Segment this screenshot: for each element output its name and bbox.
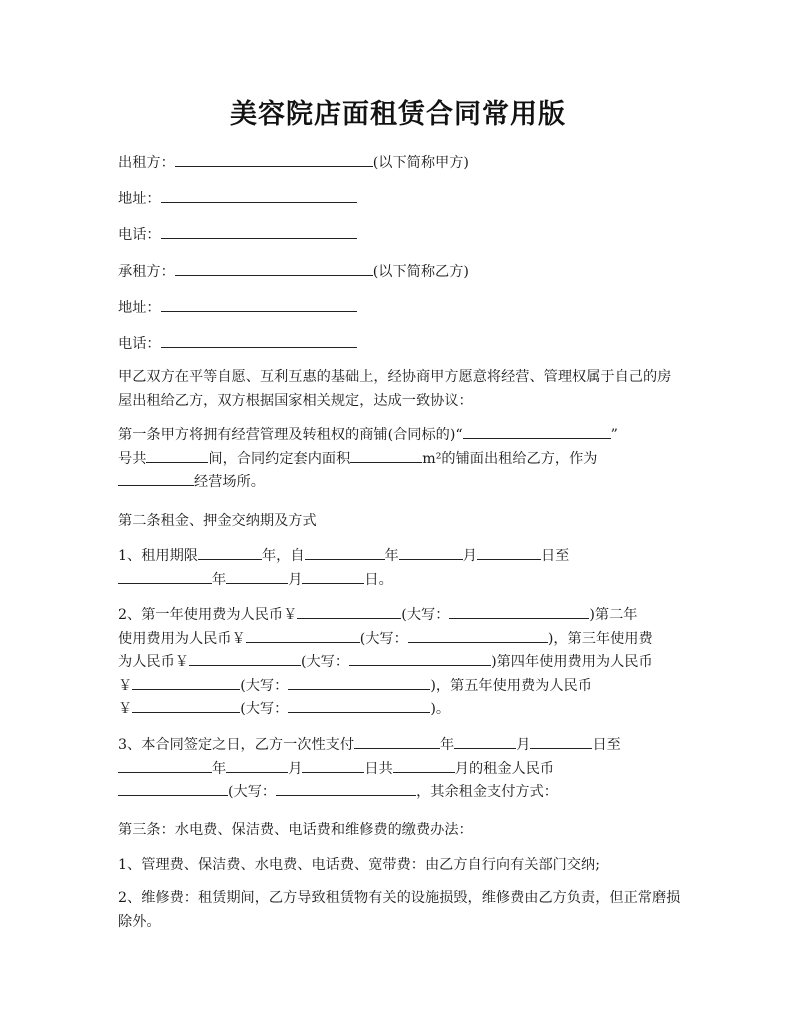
text-span: 为人民币￥	[118, 654, 189, 670]
text-span: 年	[212, 760, 227, 777]
address-label: 地址：	[118, 300, 161, 316]
text-span: 月	[288, 571, 303, 588]
text-span: 年	[384, 548, 399, 564]
end-month-blank[interactable]	[226, 569, 288, 584]
year4-words-blank[interactable]	[288, 675, 430, 690]
months-count-blank[interactable]	[393, 758, 455, 773]
text-span: (大写：	[359, 630, 408, 647]
year3-amount-blank[interactable]	[189, 651, 301, 666]
text-span: 号共	[118, 450, 147, 467]
year1-amount-blank[interactable]	[297, 604, 401, 619]
lessee-blank[interactable]	[175, 261, 373, 276]
start-day-blank[interactable]	[477, 545, 541, 560]
text-span: )第四年使用费用为人民币	[491, 654, 653, 670]
text-span: )，第三年使用费	[547, 630, 653, 647]
year2-words-blank[interactable]	[408, 628, 548, 643]
year1-words-blank[interactable]	[449, 604, 589, 619]
text-span: ￥	[118, 677, 133, 694]
text-span: 使用费用为人民币￥	[118, 630, 246, 647]
text-span: (大写：	[228, 784, 277, 800]
address-label: 地址：	[118, 191, 161, 207]
year5-words-blank[interactable]	[288, 698, 430, 713]
lessee-address-line	[118, 297, 357, 317]
text-span: 1、租用期限	[118, 548, 198, 564]
article-3-1: 1、管理费、保洁费、水电费、电话费、宽带费：由乙方自行向有关部门交纳;	[118, 857, 600, 873]
text-span: 日至	[540, 548, 570, 564]
text-span: (大写：	[300, 654, 350, 670]
paid-words-blank[interactable]	[276, 781, 416, 796]
paid-end-year-blank[interactable]	[118, 758, 212, 773]
lessor-line	[118, 152, 469, 172]
lessee-phone-line	[118, 333, 357, 353]
text-span: 年，自	[261, 548, 305, 564]
paid-start-day-blank[interactable]	[530, 734, 592, 749]
lessor-label: 出租方：	[118, 155, 175, 171]
paid-end-day-blank[interactable]	[302, 758, 364, 773]
intro-paragraph: 甲乙双方在平等自愿、互利互惠的基础上，经协商甲方愿意将经营、管理权属于自己的房屋出租给乙方，双方根据国家相关规定，达成一致协议：	[118, 369, 672, 409]
text-span: 月的租金人民币	[454, 760, 555, 777]
text-span: 2、第一年使用费为人民币￥	[118, 607, 298, 623]
text-span: 月	[288, 760, 303, 777]
text-span: 年	[440, 737, 455, 753]
text-span: 间，合同约定套内面积	[208, 450, 351, 467]
text-span: ，其余租金支付方式：	[416, 784, 558, 800]
text-span: 年	[212, 571, 227, 588]
paid-start-month-blank[interactable]	[454, 734, 516, 749]
text-span: 日。	[364, 571, 393, 588]
lessee-address-blank[interactable]	[161, 297, 357, 312]
start-year-blank[interactable]	[305, 545, 385, 560]
text-span: (大写：	[240, 701, 289, 717]
article-2-1	[118, 545, 684, 592]
text-span: 月	[462, 548, 477, 564]
area-blank[interactable]	[350, 448, 422, 463]
article-1	[118, 424, 684, 495]
article-3-2: 2、维修费：租赁期间，乙方导致租赁物有关的设施损毁，维修费由乙方负责，但正常磨损除外。	[118, 890, 681, 930]
year2-amount-blank[interactable]	[246, 628, 360, 643]
end-year-blank[interactable]	[118, 569, 212, 584]
lessor-phone-line	[118, 224, 357, 244]
text-span: (大写：	[240, 677, 289, 694]
lessee-line	[118, 261, 469, 281]
paid-start-year-blank[interactable]	[354, 734, 440, 749]
lessor-phone-blank[interactable]	[161, 224, 357, 239]
year5-amount-blank[interactable]	[132, 698, 240, 713]
unit-count-blank[interactable]	[146, 448, 208, 463]
phone-label: 电话：	[118, 336, 161, 352]
phone-label: 电话：	[118, 227, 161, 243]
text-span: 第一条甲方将拥有经营管理及转租权的商铺(合同标的)“	[118, 427, 463, 443]
term-years-blank[interactable]	[198, 545, 262, 560]
start-month-blank[interactable]	[399, 545, 463, 560]
text-span: 月	[516, 737, 531, 753]
text-span: )。	[430, 701, 451, 717]
page-title: 美容院店面租赁合同常用版	[230, 99, 566, 130]
article-2-heading: 第二条租金、押金交纳期及方式	[118, 513, 317, 529]
lessee-suffix: (以下简称乙方)	[372, 264, 469, 280]
paid-end-month-blank[interactable]	[226, 758, 288, 773]
lessee-phone-blank[interactable]	[161, 333, 357, 348]
text-span: m²的铺面出租给乙方，作为	[422, 450, 598, 467]
lessor-suffix: (以下简称甲方)	[372, 155, 469, 171]
business-use-blank[interactable]	[118, 471, 194, 486]
text-span: 日共	[364, 760, 393, 777]
year3-words-blank[interactable]	[349, 651, 491, 666]
shop-name-blank[interactable]	[463, 424, 611, 439]
text-span: )，第五年使用费为人民币	[430, 677, 592, 694]
text-span: 经营场所。	[194, 474, 265, 490]
end-day-blank[interactable]	[302, 569, 364, 584]
text-span: )第二年	[589, 607, 638, 623]
year4-amount-blank[interactable]	[132, 675, 240, 690]
text-span: (大写：	[401, 607, 450, 623]
paid-amount-blank[interactable]	[118, 781, 228, 796]
article-2-3	[118, 734, 684, 805]
lessee-label: 承租方：	[118, 264, 175, 280]
text-span: 日至	[592, 737, 621, 753]
lessor-blank[interactable]	[175, 152, 373, 167]
text-span: 3、本合同签定之日，乙方一次性支付	[118, 737, 355, 753]
lessor-address-line	[118, 188, 357, 208]
lessor-address-blank[interactable]	[161, 188, 357, 203]
text-span: ￥	[118, 701, 133, 717]
article-3-heading: 第三条：水电费、保洁费、电话费和维修费的缴费办法：	[118, 822, 473, 838]
article-2-2	[118, 604, 684, 722]
text-span: ”	[610, 427, 618, 443]
